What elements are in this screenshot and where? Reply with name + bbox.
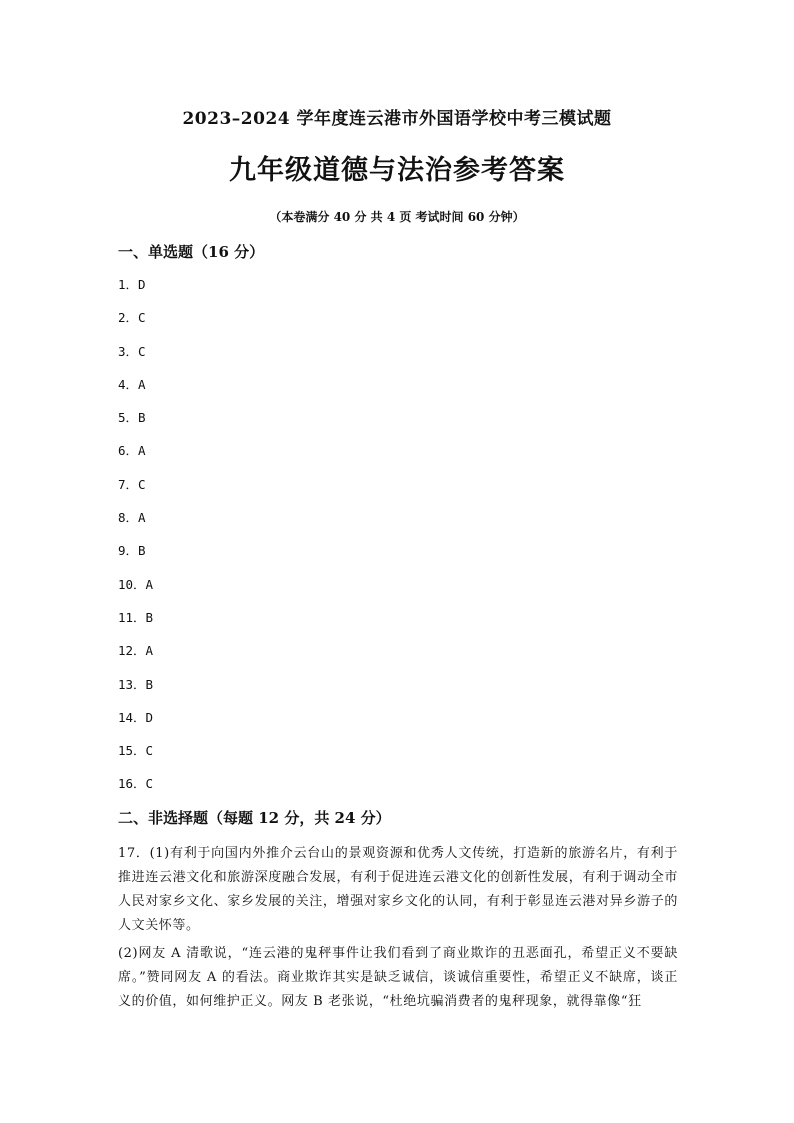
- section-heading-single-choice: 一、单选题（16 分）: [118, 243, 265, 261]
- subject-title: 九年级道德与法治参考答案: [229, 155, 565, 186]
- answer-item: 4．A: [118, 376, 146, 392]
- answer-item: 5．B: [118, 410, 146, 426]
- answer-item: 1．D: [118, 277, 146, 292]
- answer-item: 12．A: [118, 643, 154, 659]
- answer-item: 14．D: [118, 709, 154, 725]
- q17-part1-answer: 17．(1)有利于向国内外推介云台山的景观资源和优秀人文传统，打造新的旅游名片，有利于推进连云港文化和旅游深度融合发展，有利于促进连云港文化的创新性发展，有利于调动全市人民对家乡文化、家乡发展的关注，增强对家乡文化的认同，有利于彰显连云港对异乡游子的人文关怀等。: [118, 846, 678, 933]
- exam-title: 2023–2024 学年度连云港市外国语学校中考三模试题: [182, 109, 612, 129]
- q17-part2-answer: (2)网友 A 清歌说，“连云港的鬼秤事件让我们看到了商业欺诈的丑恶面孔，希望正义不要缺席。”赞同网友 A 的看法。商业欺诈其实是缺乏诚信，谈诚信重要性，希望正义不缺席，谈正义的价值，如何维护正义。网友 B 老张说，“杜绝坑骗消费者的鬼秤现象，就得靠像“狂: [118, 946, 678, 1009]
- answer-item: 2．C: [118, 310, 146, 326]
- exam-info: （本卷满分 40 分 共 4 页 考试时间 60 分钟）: [269, 210, 525, 224]
- section-heading-non-choice: 二、非选择题（每题 12 分，共 24 分）: [118, 809, 391, 827]
- answer-item: 6．A: [118, 443, 146, 459]
- answer-item: 15．C: [118, 743, 154, 759]
- answer-item: 3．C: [118, 343, 146, 359]
- answer-item: 16．C: [118, 776, 154, 792]
- answer-item: 13．B: [118, 676, 154, 692]
- answer-item: 7．C: [118, 476, 146, 492]
- answer-item: 10．A: [118, 576, 154, 592]
- answer-item: 9．B: [118, 543, 146, 559]
- answer-item: 11．B: [118, 609, 154, 625]
- answer-list: [118, 277, 153, 810]
- answer-item: 8．A: [118, 510, 146, 526]
